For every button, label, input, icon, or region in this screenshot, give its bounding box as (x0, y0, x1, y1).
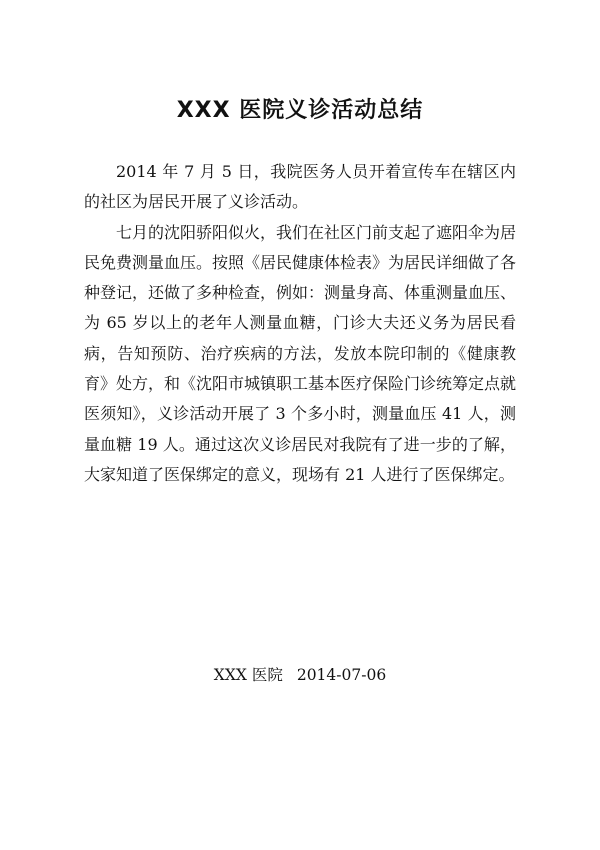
signature-date: 2014-07-06 (296, 666, 387, 684)
signature-block (0, 663, 600, 685)
document-title: XXX 医院义诊活动总结 (176, 98, 424, 123)
paragraph-2: 七月的沈阳骄阳似火，我们在社区门前支起了遮阳伞为居民免费测量血压。按照《居民健康体检表》为居民详细做了各种登记，还做了多种检查，例如：测量身高、体重测量血压、为 65 岁以上的老年人测量血糖，门诊大夫还义务为居民看病，告知预防、治疗疾病的方法，发放本院印制的《健康教育》处方，和《沈阳市城镇职工基本医疗保险门诊统筹定点就医须知》，义诊活动开展了 3 个多小时，测量血压 41 人，测量血糖 19 人。通过这次义诊居民对我院有了进一步的了解，大家知道了医保绑定的意义，现场有 21 人进行了医保绑定。 (84, 222, 517, 484)
signature-organization: XXX 医院 (213, 666, 283, 684)
document-body (84, 157, 516, 490)
paragraph-1: 2014 年 7 月 5 日，我院医务人员开着宣传车在辖区内的社区为居民开展了义诊活动。 (84, 162, 516, 212)
